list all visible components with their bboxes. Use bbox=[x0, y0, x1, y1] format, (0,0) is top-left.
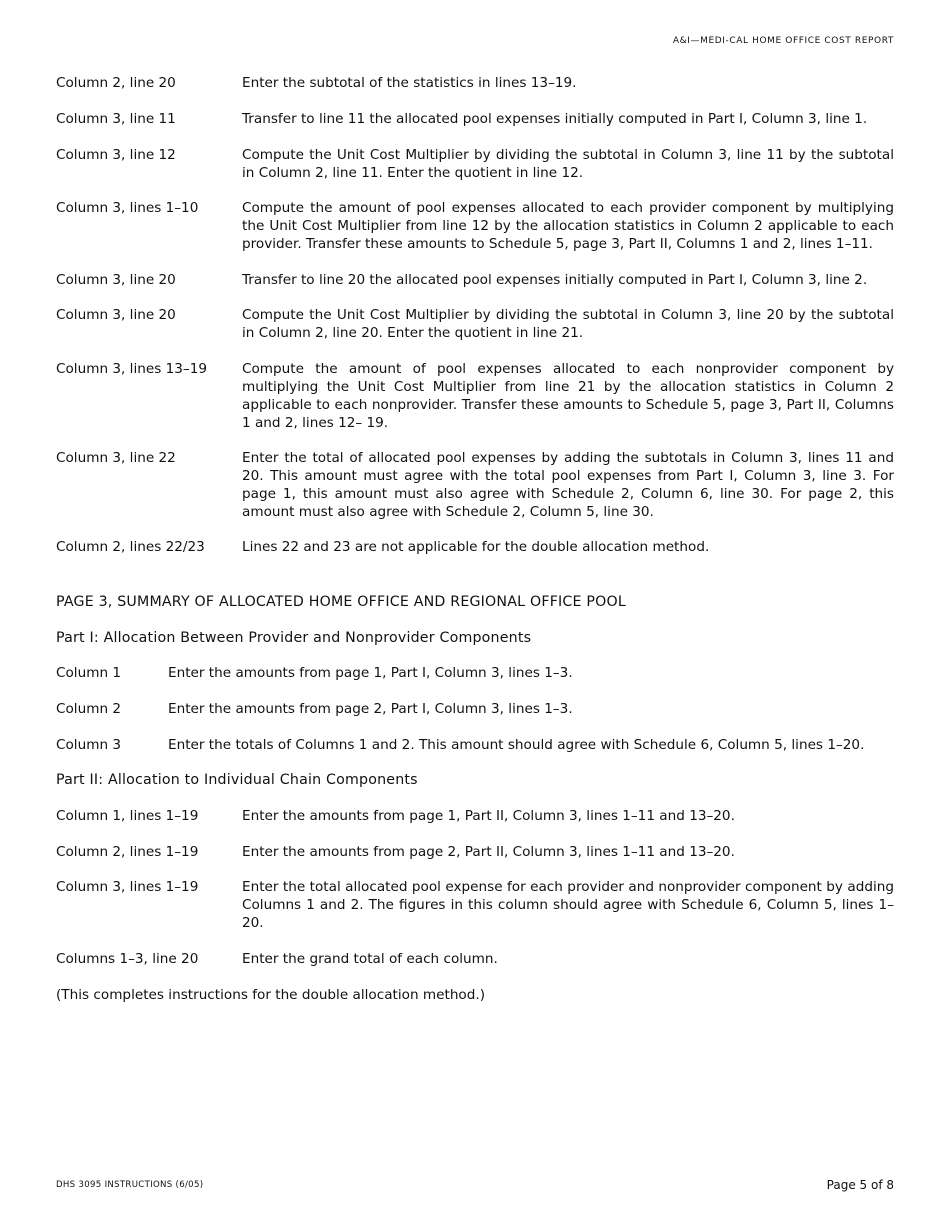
instruction-text: Lines 22 and 23 are not applicable for the double allocation method. bbox=[242, 539, 710, 555]
instruction-text: Enter the totals of Columns 1 and 2. This amount should agree with Schedule 6, Column 5, lines 1–20. bbox=[168, 737, 865, 753]
instruction-label: Column 3, line 20 bbox=[56, 272, 176, 288]
instruction-text: Compute the Unit Cost Multiplier by dividing the subtotal in Column 3, line 11 by the subtotal in Column 2, line 11. Enter the quotient in line 12. bbox=[242, 147, 894, 181]
instruction-text: Compute the Unit Cost Multiplier by dividing the subtotal in Column 3, line 20 by the subtotal in Column 2, line 20. Enter the quotient in line 21. bbox=[242, 307, 894, 341]
instruction-label: Columns 1–3, line 20 bbox=[56, 951, 199, 967]
instruction-label: Column 3, line 12 bbox=[56, 147, 176, 163]
instruction-label: Column 2, line 20 bbox=[56, 75, 176, 91]
closing-note: (This completes instructions for the double allocation method.) bbox=[56, 987, 486, 1003]
instruction-text: Enter the total of allocated pool expenses by adding the subtotals in Column 3, lines 11 and 20. This amount must agree with the total pool expenses from Part I, Column 3, line 3. For page 1, this amount must also agree with Schedule 2, Column 6, line 30. For page 2, this amount must also agree with Schedule 2, Column 5, line 30. bbox=[242, 450, 894, 520]
instruction-label: Column 1 bbox=[56, 665, 122, 681]
instruction-label: Column 3, line 22 bbox=[56, 450, 176, 466]
instruction-label: Column 2 bbox=[56, 701, 122, 717]
instruction-label: Column 3, lines 1–10 bbox=[56, 200, 199, 216]
instruction-text: Transfer to line 11 the allocated pool expenses initially computed in Part I, Column 3, line 1. bbox=[242, 111, 868, 127]
instruction-text: Enter the grand total of each column. bbox=[242, 951, 498, 967]
instruction-text: Enter the amounts from page 2, Part II, Column 3, lines 1–11 and 13–20. bbox=[242, 844, 735, 860]
instruction-text: Transfer to line 20 the allocated pool expenses initially computed in Part I, Column 3, line 2. bbox=[242, 272, 868, 288]
part-heading: Part II: Allocation to Individual Chain Components bbox=[56, 772, 418, 788]
instruction-text: Enter the amounts from page 1, Part II, Column 3, lines 1–11 and 13–20. bbox=[242, 808, 735, 824]
instruction-label: Column 1, lines 1–19 bbox=[56, 808, 199, 824]
instruction-text: Compute the amount of pool expenses allocated to each provider component by multiplying the Unit Cost Multiplier from line 12 by the allocation statistics in Column 2 applicable to each provider. Transfer these amounts to Schedule 5, page 3, Part II, Columns 1 and 2, lines 1–11. bbox=[242, 200, 894, 252]
instruction-text: Compute the amount of pool expenses allocated to each nonprovider component by multiplying the Unit Cost Multiplier from line 21 by the allocation statistics in Column 2 applicable to each nonprovider. Transfer these amounts to Schedule 5, page 3, Part II, Columns 1 and 2, lines 12– 19. bbox=[242, 361, 894, 431]
instruction-text: Enter the subtotal of the statistics in lines 13–19. bbox=[242, 75, 577, 91]
instruction-label: Column 3, line 11 bbox=[56, 111, 176, 127]
instruction-text: Enter the amounts from page 2, Part I, Column 3, lines 1–3. bbox=[168, 701, 573, 717]
instruction-text: Enter the total allocated pool expense for each provider and nonprovider component by adding Columns 1 and 2. The figures in this column should agree with Schedule 6, Column 5, lines 1–20. bbox=[242, 879, 894, 931]
part-heading: Part I: Allocation Between Provider and Nonprovider Components bbox=[56, 630, 532, 646]
instruction-text: Enter the amounts from page 1, Part I, Column 3, lines 1–3. bbox=[168, 665, 573, 681]
instruction-label: Column 3, line 20 bbox=[56, 307, 176, 323]
page-number: Page 5 of 8 bbox=[826, 1178, 894, 1192]
instruction-label: Column 2, lines 22/23 bbox=[56, 539, 205, 555]
instruction-label: Column 3, lines 13–19 bbox=[56, 361, 207, 377]
running-header: A&I—MEDI-CAL HOME OFFICE COST REPORT bbox=[672, 36, 894, 46]
instruction-label: Column 3 bbox=[56, 737, 122, 753]
instruction-label: Column 2, lines 1–19 bbox=[56, 844, 199, 860]
form-id: DHS 3095 INSTRUCTIONS (6/05) bbox=[56, 1180, 204, 1190]
section-title: PAGE 3, SUMMARY OF ALLOCATED HOME OFFICE AND REGIONAL OFFICE POOL bbox=[56, 594, 627, 610]
instruction-label: Column 3, lines 1–19 bbox=[56, 879, 199, 895]
